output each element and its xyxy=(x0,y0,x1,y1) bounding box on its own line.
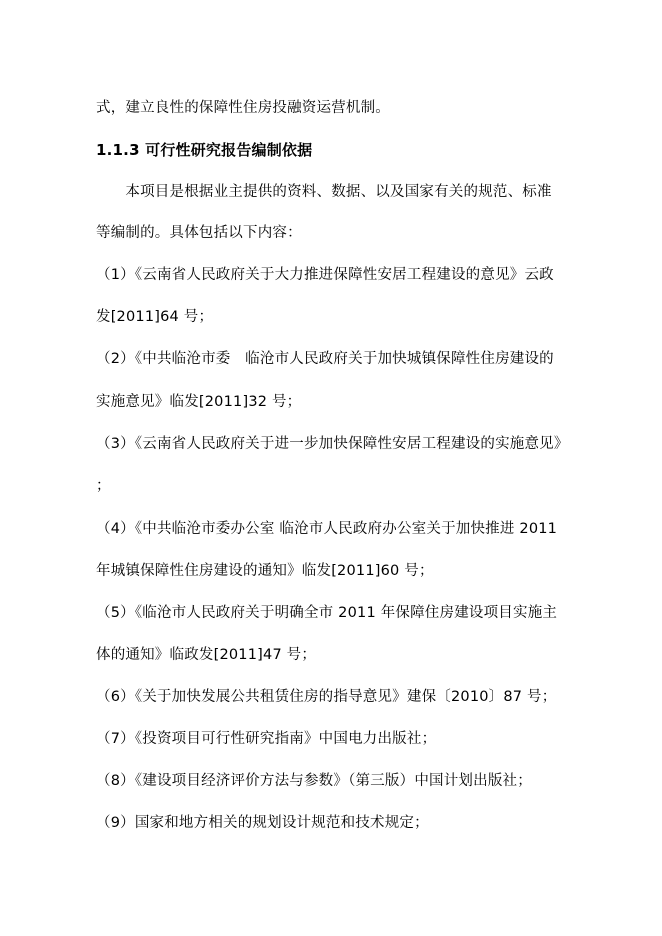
list-item-1-cont: 发[2011]64 号； xyxy=(96,309,214,325)
paragraph-line: 式，建立良性的保障性住房投融资运营机制。 xyxy=(96,100,390,116)
list-item-2: （2）《中共临沧市委 临沧市人民政府关于加快城镇保障性住房建设的 xyxy=(96,351,554,367)
list-item-1: （1）《云南省人民政府关于大力推进保障性安居工程建设的意见》云政 xyxy=(96,267,554,283)
list-item-4: （4）《中共临沧市委办公室 临沧市人民政府办公室关于加快推进 2011 xyxy=(96,521,558,537)
list-item-7: （7）《投资项目可行性研究指南》中国电力出版社； xyxy=(96,731,437,747)
list-item-8: （8）《建设项目经济评价方法与参数》（第三版）中国计划出版社； xyxy=(96,773,532,789)
list-item-4-cont: 年城镇保障性住房建设的通知》临发[2011]60 号； xyxy=(96,563,434,579)
list-item-3: （3）《云南省人民政府关于进一步加快保障性安居工程建设的实施意见》 xyxy=(96,436,569,452)
section-heading: 1.1.3 可行性研究报告编制依据 xyxy=(96,141,313,159)
list-item-6: （6）《关于加快发展公共租赁住房的指导意见》建保〔2010〕87 号； xyxy=(96,689,557,705)
paragraph-line: 本项目是根据业主提供的资料、数据、以及国家有关的规范、标准 xyxy=(96,184,552,200)
list-item-5-cont: 体的通知》临政发[2011]47 号； xyxy=(96,647,317,663)
paragraph-line: 等编制的。具体包括以下内容： xyxy=(96,225,302,241)
list-item-5: （5）《临沧市人民政府关于明确全市 2011 年保障住房建设项目实施主 xyxy=(96,605,558,621)
list-item-9: （9）国家和地方相关的规划设计规范和技术规定； xyxy=(96,815,429,831)
list-item-2-cont: 实施意见》临发[2011]32 号； xyxy=(96,394,302,410)
list-item-3-cont: ； xyxy=(96,478,111,494)
